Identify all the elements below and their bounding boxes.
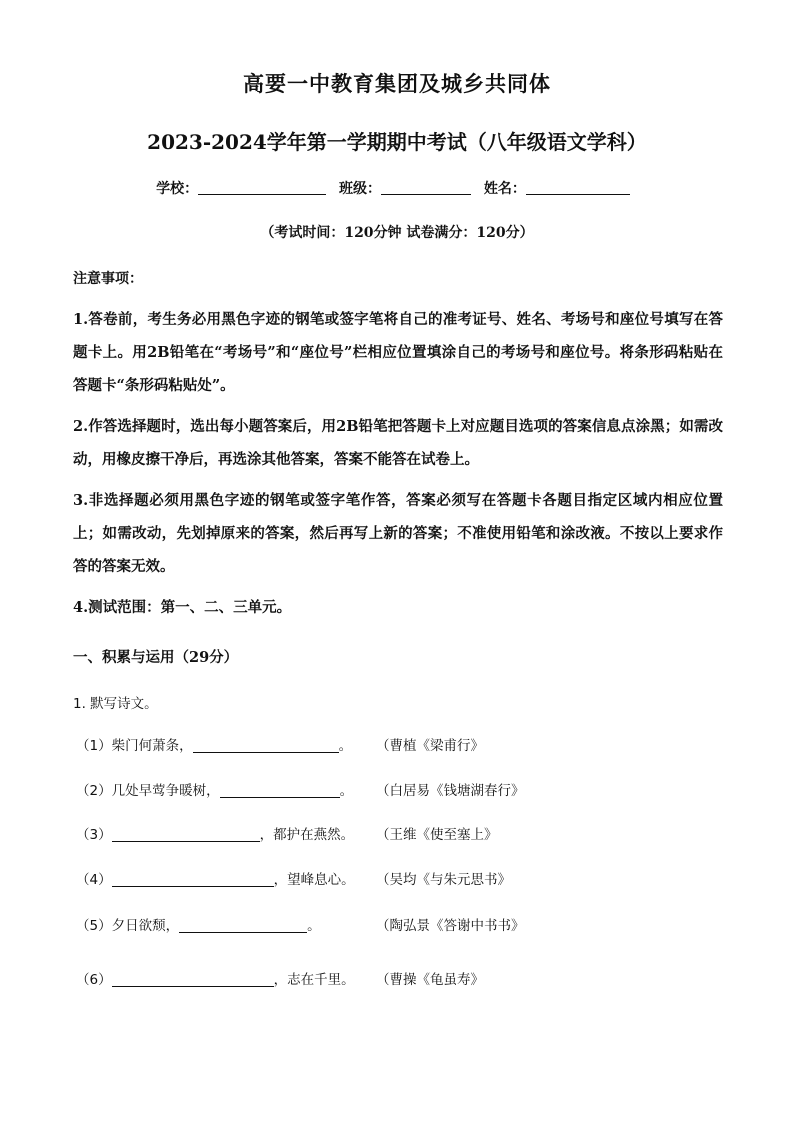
item-text-before: 几处早莺争暖树， — [111, 783, 220, 799]
answer-blank[interactable] — [112, 871, 274, 887]
dictation-item-1 — [76, 734, 352, 756]
item-number: （5） — [76, 918, 112, 934]
exam-title: 2023-2024学年第一学期期中考试（八年级语文学科） — [147, 130, 647, 154]
item-source: （王维《使至塞上》 — [376, 827, 498, 843]
student-info-line — [0, 178, 794, 198]
answer-blank[interactable] — [112, 971, 274, 987]
name-label: 姓名： — [483, 181, 526, 197]
notice-heading: 注意事项： — [73, 271, 143, 287]
dictation-item-3 — [76, 823, 354, 845]
answer-blank[interactable] — [179, 917, 307, 933]
school-group-title: 高要一中教育集团及城乡共同体 — [243, 71, 551, 96]
item-source: （曹植《梁甫行》 — [376, 738, 484, 754]
dictation-item-2 — [76, 779, 353, 801]
notice-item: 4.测试范围：第一、二、三单元。 — [73, 599, 292, 616]
question-1-prompt: 1. 默写诗文。 — [73, 696, 158, 712]
school-label: 学校： — [156, 181, 199, 197]
answer-blank[interactable] — [112, 826, 260, 842]
dictation-item-6 — [76, 968, 355, 990]
class-blank[interactable] — [381, 180, 471, 195]
notice-item: 1.答卷前，考生务必用黑色字迹的钢笔或签字笔将自己的准考证号、姓名、考场号和座位号填写在答题卡上。用2B铅笔在“考场号”和“座位号”栏相应位置填涂自己的考场号和座位号。将条形码粘贴在答题卡“条形码粘贴处”。 — [73, 311, 723, 394]
answer-blank[interactable] — [193, 737, 339, 753]
name-blank[interactable] — [526, 180, 630, 195]
exam-time-info: （考试时间：120分钟 试卷满分：120分） — [260, 225, 534, 241]
item-number: （4） — [76, 872, 112, 888]
notice-item: 3.非选择题必须用黑色字迹的钢笔或签字笔作答，答案必须写在答题卡各题目指定区域内相应位置上；如需改动，先划掉原来的答案，然后再写上新的答案；不准使用铅笔和涂改液。不按以上要求作答的答案无效。 — [73, 492, 723, 575]
dictation-item-4 — [76, 868, 355, 890]
notice-item: 2.作答选择题时，选出每小题答案后，用2B铅笔把答题卡上对应题目选项的答案信息点涂黑；如需改动，用橡皮擦干净后，再选涂其他答案，答案不能答在试卷上。 — [73, 418, 723, 468]
item-text-before: 柴门何萧条， — [111, 738, 193, 754]
item-text-after: ，望峰息心。 — [273, 872, 355, 888]
school-blank[interactable] — [198, 180, 326, 195]
item-text-before: 夕日欲颓， — [111, 918, 180, 934]
item-number: （2） — [76, 783, 112, 799]
item-text-after: ，都护在燕然。 — [259, 827, 355, 843]
item-text-after: ，志在千里。 — [273, 972, 355, 988]
dictation-item-5 — [76, 914, 321, 936]
item-number: （3） — [76, 827, 112, 843]
item-number: （1） — [76, 738, 112, 754]
item-number: （6） — [76, 972, 112, 988]
item-text-after: 。 — [339, 783, 354, 799]
answer-blank[interactable] — [220, 782, 340, 798]
item-source: （曹操《龟虽寿》 — [376, 972, 484, 988]
item-source: （白居易《钱塘湖春行》 — [376, 783, 525, 799]
section-title: 一、积累与运用（29分） — [73, 649, 239, 666]
item-text-after: 。 — [338, 738, 353, 754]
class-label: 班级： — [339, 181, 381, 197]
item-source: （陶弘景《答谢中书书》 — [376, 918, 525, 934]
item-source: （吴均《与朱元思书》 — [376, 872, 511, 888]
item-text-after: 。 — [307, 918, 321, 934]
